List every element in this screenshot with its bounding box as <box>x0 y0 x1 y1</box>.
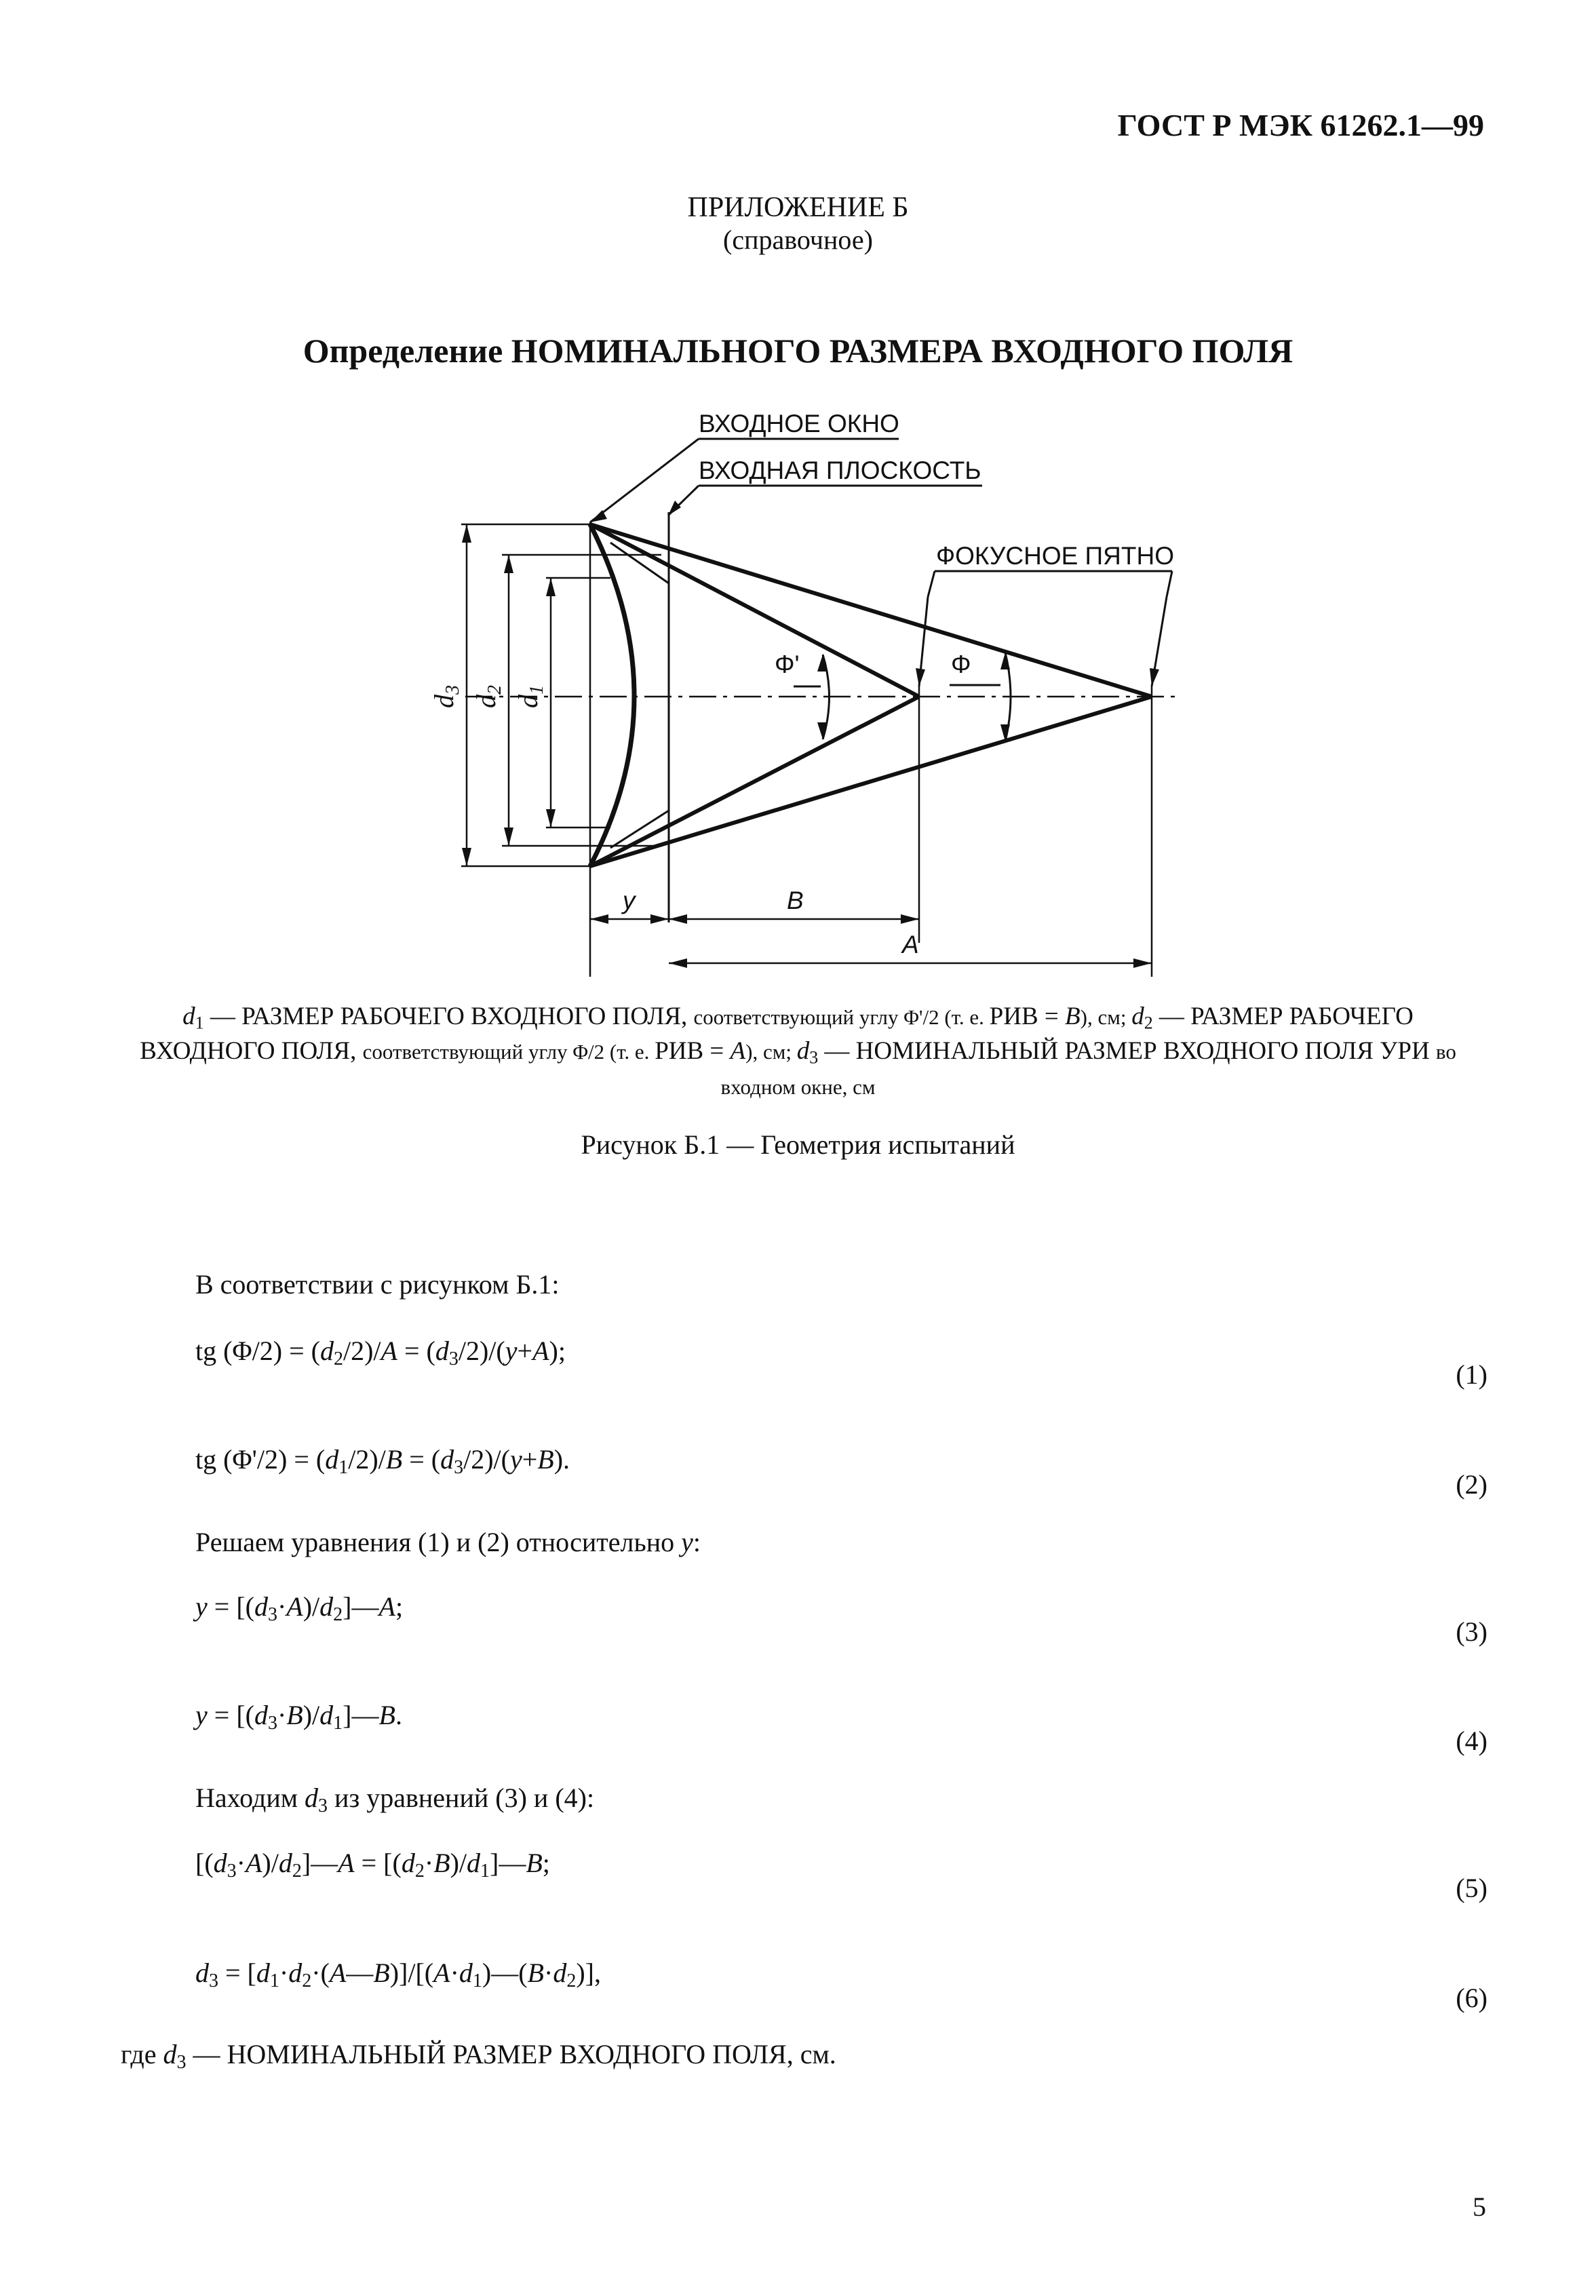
equation-number-5: (5) <box>1456 1873 1487 1903</box>
entrance-window-leader <box>590 439 699 522</box>
solve-text: Решаем уравнения (1) и (2) относительно y: <box>195 1527 701 1557</box>
where-text: где $d_3$ — НОМИНАЛЬНЫЙ РАЗМЕР ВХОДНОГО ПОЛЯ, см. <box>121 2039 836 2073</box>
standard-header: ГОСТ Р МЭК 61262.1—99 <box>1117 108 1484 142</box>
figure-legend: $d_1$ — РАЗМЕР РАБОЧЕГО ВХОДНОГО ПОЛЯ, соответствующий углу Φ'/2 (т. е. РИВ = B), см; $d_2$ — РАЗМЕР РАБОЧЕГО ВХОДНОГО ПОЛЯ, соответствующий углу Φ/2 (т. е. РИВ = A), см; $d_3$ — НОМИНАЛЬНЫЙ РАЗМЕР ВХОДНОГО ПОЛЯ УРИ во входном окне, см <box>140 1003 1456 1099</box>
d3-label: $d_3$ <box>429 685 463 708</box>
phi-prime-label: Φ' <box>775 650 800 678</box>
equation-number-6: (6) <box>1456 1983 1487 2013</box>
find-text: Находим $d_3$ из уравнений (3) и (4): <box>195 1783 595 1816</box>
appendix-title: ПРИЛОЖЕНИЕ Б <box>687 192 909 223</box>
equation-2: tg $(\Phi'/2) = (d_1/2)/B = (d_3/2)/(y+B)$. <box>195 1444 570 1478</box>
y-label: y <box>623 887 636 914</box>
equation-4: $y = [(d_3\cdot B)/d_1]—B$. <box>195 1700 402 1734</box>
equation-1: tg $(\Phi/2) = (d_2/2)/A = (d_3/2)/(y+A)$; <box>195 1336 566 1369</box>
phi-label: Φ <box>951 650 971 678</box>
A-label: A <box>902 931 919 958</box>
focal-spot-label: ФОКУСНОЕ ПЯТНО <box>936 542 1174 570</box>
intro-text: В соответствии с рисунком Б.1: <box>195 1269 560 1300</box>
entrance-plane-label: ВХОДНАЯ ПЛОСКОСТЬ <box>699 456 981 484</box>
d1-label: $d_1$ <box>513 685 547 708</box>
equation-number-1: (1) <box>1456 1359 1487 1390</box>
equation-5: $[(d_3\cdot A)/d_2]—A$ = $[(d_2\cdot B)/d_1]—B$; <box>195 1848 550 1882</box>
entrance-window-label: ВХОДНОЕ ОКНО <box>699 410 899 437</box>
d2-label: $d_2$ <box>471 685 505 708</box>
equation-number-2: (2) <box>1456 1469 1487 1500</box>
entrance-window-curve <box>590 524 634 866</box>
page-number: 5 <box>1473 2192 1486 2222</box>
appendix-subtitle: (справочное) <box>723 225 873 255</box>
equation-number-4: (4) <box>1456 1726 1487 1756</box>
test-geometry-figure <box>0 0 1596 990</box>
equation-3: $y = [(d_3\cdot A)/d_2]—A$; <box>195 1591 404 1625</box>
equation-6: $d_3$ = $[d_1\cdot d_2\cdot(A—B)]/[(A\cdot d_1)—(B\cdot d_2)]$, <box>195 1958 601 1991</box>
B-label: B <box>787 887 804 914</box>
section-title: Определение НОМИНАЛЬНОГО РАЗМЕРА ВХОДНОГО ПОЛЯ <box>303 332 1293 370</box>
equation-number-3: (3) <box>1456 1616 1487 1647</box>
figure-title: Рисунок Б.1 — Геометрия испытаний <box>581 1129 1015 1160</box>
